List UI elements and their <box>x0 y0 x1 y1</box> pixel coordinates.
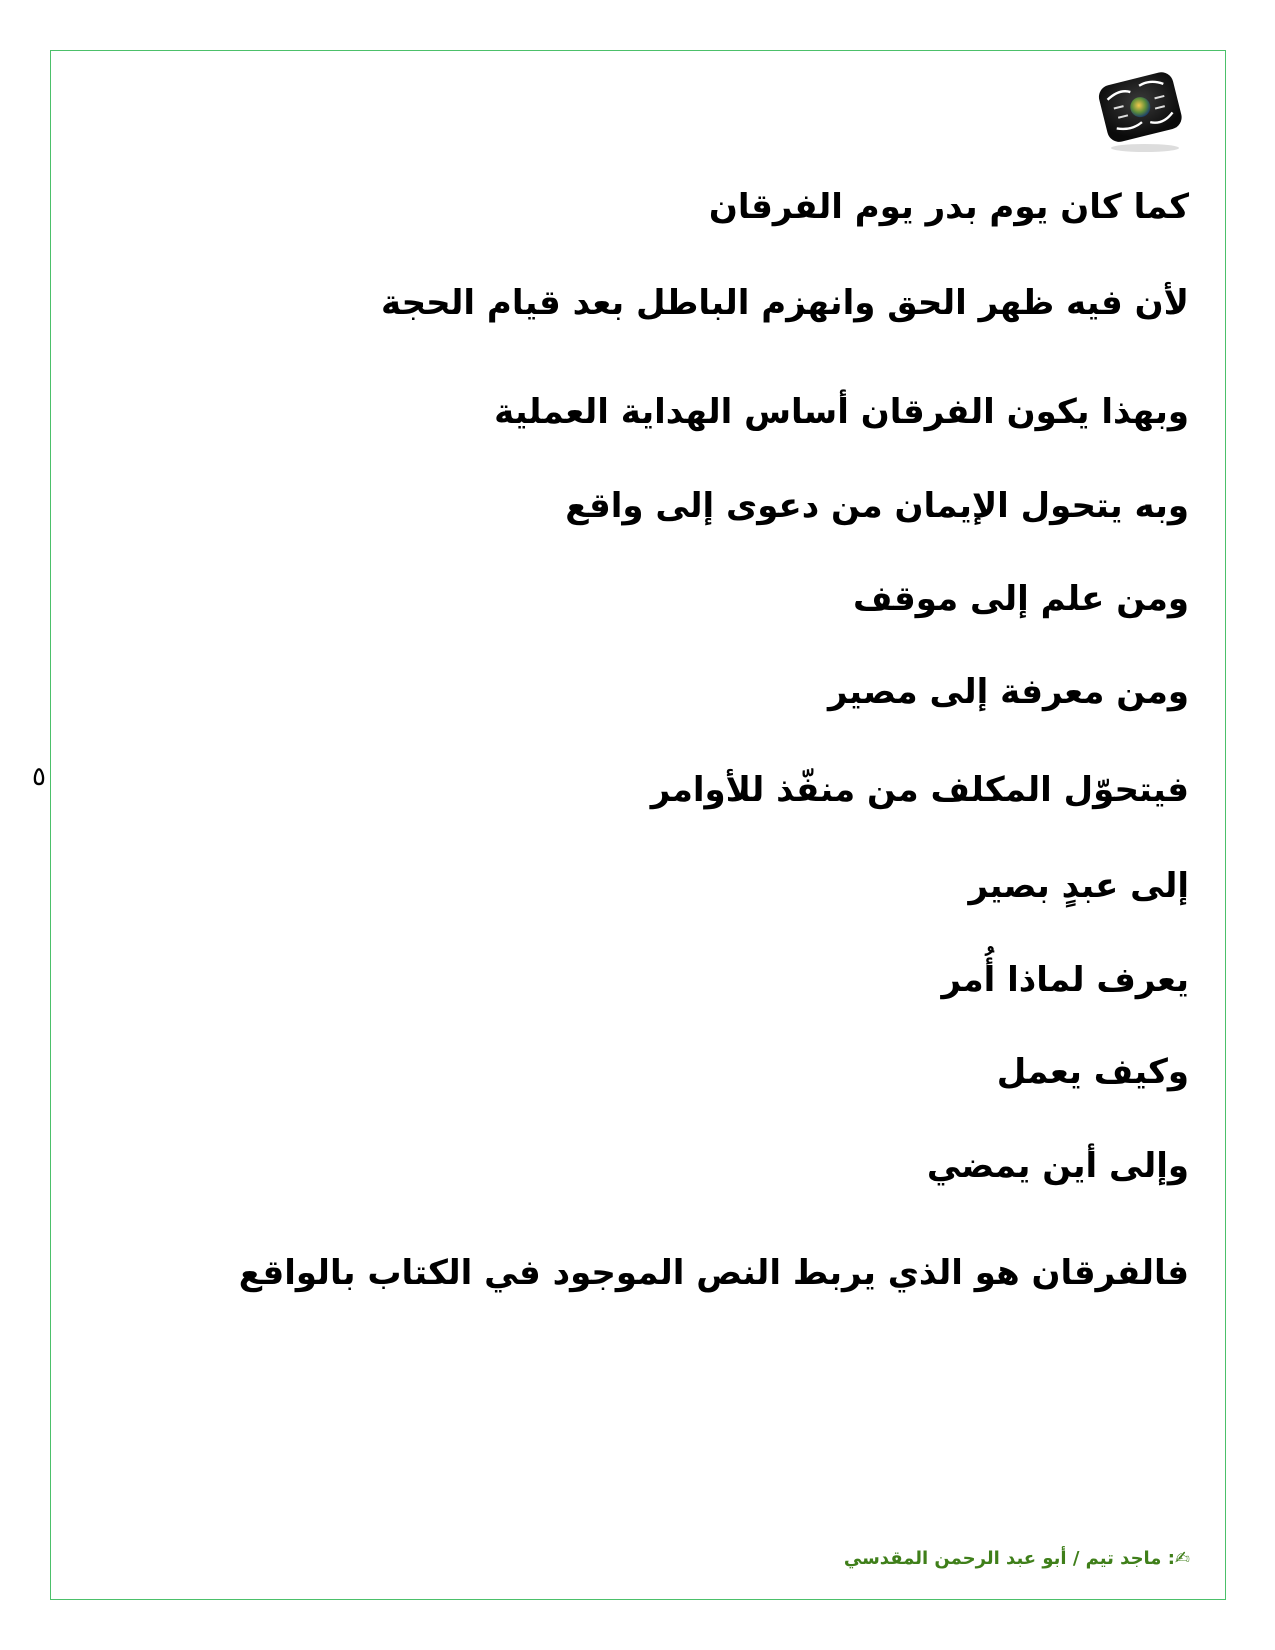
author-signature: ✍: ماجد تيم / أبو عبد الرحمن المقدسي <box>843 1548 1190 1569</box>
text-line: ومن معرفة إلى مصير <box>828 672 1189 712</box>
text-line: وبه يتحول الإيمان من دعوى إلى واقع <box>565 486 1189 526</box>
emblem-logo <box>1095 72 1187 154</box>
text-line: يعرف لماذا أُمر <box>941 960 1189 1000</box>
text-line: وكيف يعمل <box>996 1052 1189 1092</box>
text-line: فالفرقان هو الذي يربط النص الموجود في الكتاب بالواقع <box>238 1253 1189 1293</box>
text-line: وبهذا يكون الفرقان أساس الهداية العملية <box>494 392 1189 432</box>
text-line: فيتحوّل المكلف من منفّذ للأوامر <box>650 770 1189 810</box>
text-line: لأن فيه ظهر الحق وانهزم الباطل بعد قيام الحجة <box>381 283 1189 323</box>
text-line: ومن علم إلى موقف <box>853 579 1189 619</box>
page-number: ٥ <box>32 762 46 792</box>
text-line: كما كان يوم بدر يوم الفرقان <box>708 187 1189 227</box>
text-line: وإلى أين يمضي <box>926 1146 1189 1186</box>
text-line: إلى عبدٍ بصير <box>968 866 1189 906</box>
